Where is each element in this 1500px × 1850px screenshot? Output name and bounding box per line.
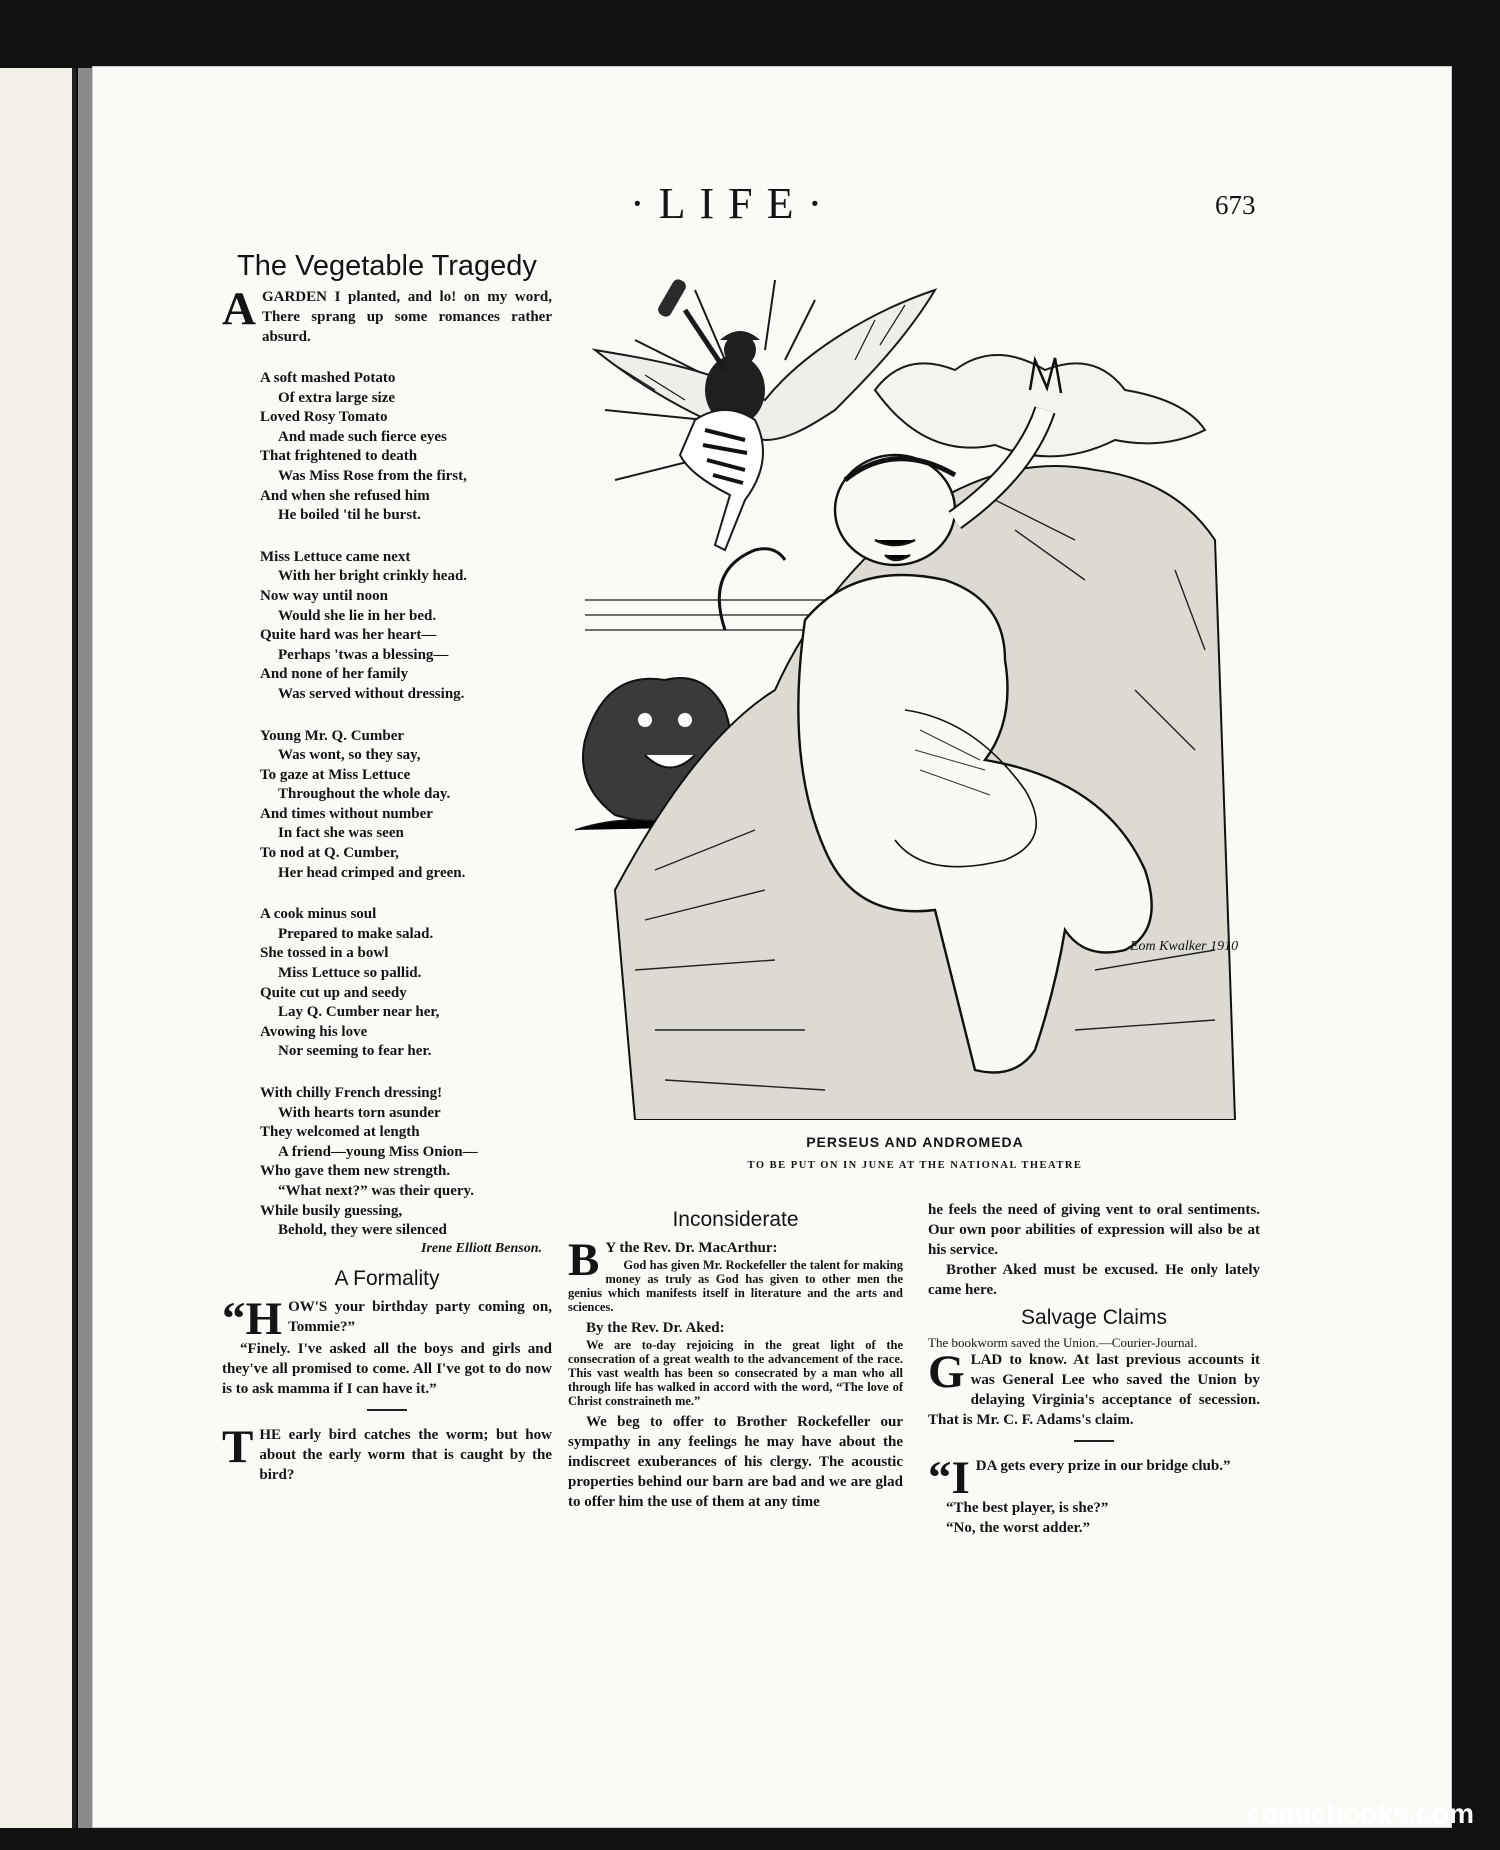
poem-line: And when she refused him bbox=[260, 487, 430, 504]
macarthur-quote: God has given Mr. Rockefeller the talent for making money as truly as God has given to other men the genius which manifests itself in literature and the arts and sciences. bbox=[568, 1258, 903, 1314]
poem-stanza bbox=[260, 369, 552, 526]
masthead: ·LIFE· bbox=[630, 179, 837, 228]
poem-line: With hearts torn asunder bbox=[278, 1104, 441, 1121]
poem-line: A cook minus soul bbox=[260, 906, 377, 923]
poem-line: She tossed in a bowl bbox=[260, 945, 389, 962]
poem-line: While busily guessing, bbox=[260, 1202, 403, 1219]
poem-stanza bbox=[260, 1084, 552, 1241]
page-gutter bbox=[78, 68, 92, 1828]
poem-title: The Vegetable Tragedy bbox=[237, 250, 537, 282]
inconsiderate-continued: he feels the need of giving vent to oral sentiments. Our own poor abilities of expression will also be at his service. bbox=[928, 1202, 1260, 1258]
poem-line: Who gave them new strength. bbox=[260, 1163, 451, 1180]
divider bbox=[367, 1409, 407, 1411]
poem-line: With her bright crinkly head. bbox=[278, 568, 468, 585]
poem-line: Behold, they were silenced bbox=[278, 1222, 447, 1239]
poem-line: With chilly French dressing! bbox=[260, 1085, 443, 1101]
dropcap: G bbox=[928, 1346, 965, 1398]
poem-line: Was served without dressing. bbox=[278, 685, 465, 702]
formality-line1-text: OW'S your birthday party coming on, Tommie?” bbox=[288, 1298, 552, 1335]
poem-line: And times without number bbox=[260, 805, 433, 822]
dropcap: “H bbox=[222, 1292, 283, 1345]
poem-line: A friend—young Miss Onion— bbox=[278, 1143, 478, 1160]
poem-line: Of extra large size bbox=[278, 389, 396, 406]
poem-line: Miss Lettuce so pallid. bbox=[278, 965, 422, 982]
salvage-text-body: LAD to know. At last previous accounts it was General Lee who saved the Union by delaying Virginia's acceptance of secession. That is Mr. C. F. Adams's claim. bbox=[928, 1352, 1260, 1428]
divider bbox=[1074, 1440, 1114, 1442]
salvage-epigraph: The bookworm saved the Union.—Courier-Journal. bbox=[928, 1335, 1198, 1350]
poem-line: Was wont, so they say, bbox=[278, 747, 421, 764]
page-number: 673 bbox=[1215, 190, 1256, 220]
poem-line: In fact she was seen bbox=[278, 825, 404, 842]
poem-stanzas bbox=[222, 369, 552, 1241]
poem-line: To gaze at Miss Lettuce bbox=[260, 766, 411, 783]
salvage-title: Salvage Claims bbox=[1021, 1306, 1167, 1329]
inconsiderate-para3: We beg to offer to Brother Rockefeller our sympathy in any feelings he may have about the indiscreet exuberances of his clergy. The acoustic properties behind our barn are bad and we are glad to offer him the use of them at any time bbox=[568, 1414, 903, 1510]
poem-line: That frightened to death bbox=[260, 448, 418, 465]
previous-page-edge bbox=[0, 68, 76, 1828]
poem-line: Loved Rosy Tomato bbox=[260, 409, 388, 426]
poem-line: Perhaps 'twas a blessing— bbox=[278, 646, 449, 663]
poem-line: Quite hard was her heart— bbox=[260, 627, 437, 644]
left-column bbox=[222, 250, 552, 1485]
ida-line3: “No, the worst adder.” bbox=[946, 1520, 1091, 1536]
formality-title: A Formality bbox=[334, 1266, 440, 1290]
poem-line: To nod at Q. Cumber, bbox=[260, 845, 399, 862]
illustration-caption: PERSEUS AND ANDROMEDA bbox=[806, 1134, 1024, 1150]
poem-line: And made such fierce eyes bbox=[278, 428, 447, 445]
poem-intro bbox=[222, 283, 552, 347]
poem-line: Her head crimped and green. bbox=[278, 864, 466, 881]
poem-line: Lay Q. Cumber near her, bbox=[278, 1004, 440, 1021]
dropcap: B bbox=[568, 1234, 600, 1286]
early-bird bbox=[222, 1420, 552, 1485]
poem-line: He boiled 'til he burst. bbox=[278, 507, 421, 524]
dropcap: T bbox=[222, 1420, 254, 1473]
ida-line1 bbox=[928, 1452, 1260, 1504]
poem-line: And none of her family bbox=[260, 666, 409, 683]
poem-author: Irene Elliott Benson. bbox=[421, 1240, 542, 1256]
artist-signature: Eom Kwalker 1910 bbox=[1130, 939, 1239, 954]
ida-line2: “The best player, is she?” bbox=[946, 1500, 1109, 1516]
inconsiderate-para4: Brother Aked must be excused. He only lately came here. bbox=[928, 1262, 1260, 1298]
poem-line: Was Miss Rose from the first, bbox=[278, 467, 467, 484]
inconsiderate-lead-text: Y the Rev. Dr. MacArthur: bbox=[605, 1240, 778, 1256]
perseus-andromeda-cartoon bbox=[575, 270, 1265, 1120]
right-column bbox=[928, 1200, 1260, 1538]
poem-line: Young Mr. Q. Cumber bbox=[260, 727, 405, 744]
illustration-subcaption: TO BE PUT ON IN JUNE AT THE NATIONAL THEATRE bbox=[747, 1160, 1083, 1171]
poem-line: Throughout the whole day. bbox=[278, 786, 451, 803]
poem-line: A soft mashed Potato bbox=[260, 370, 396, 386]
formality-para2: “Finely. I've asked all the boys and girls and they've all promised to come. All I've got to do now is to ask mamma if I can have it.” bbox=[222, 1340, 552, 1397]
poem-line: Quite cut up and seedy bbox=[260, 984, 407, 1001]
ida-line1-text: DA gets every prize in our bridge club.” bbox=[975, 1458, 1231, 1474]
poem-stanza bbox=[260, 905, 552, 1062]
watermark: comicbooks.com bbox=[1245, 1798, 1474, 1829]
poem-line: “What next?” was their query. bbox=[278, 1182, 474, 1199]
early-bird-text: HE early bird catches the worm; but how about the early worm that is caught by the bird? bbox=[259, 1426, 552, 1483]
salvage-text bbox=[928, 1346, 1260, 1430]
poem-stanza bbox=[260, 548, 552, 705]
poem-line: Would she lie in her bed. bbox=[278, 607, 437, 624]
poem-line: Nor seeming to fear her. bbox=[278, 1043, 432, 1060]
poem-stanza bbox=[260, 727, 552, 884]
poem-intro-text: GARDEN I planted, and lo! on my word, There sprang up some romances rather absurd. bbox=[261, 289, 552, 345]
poem-line: Avowing his love bbox=[260, 1023, 368, 1040]
formality-line1 bbox=[222, 1292, 552, 1345]
poem-line: Prepared to make salad. bbox=[278, 925, 434, 942]
aked-lead: By the Rev. Dr. Aked: bbox=[586, 1320, 725, 1336]
middle-column bbox=[568, 1208, 903, 1512]
inconsiderate-title: Inconsiderate bbox=[672, 1208, 799, 1231]
poem-line: Now way until noon bbox=[260, 587, 388, 604]
dropcap: A bbox=[222, 283, 256, 335]
dropcap: “I bbox=[928, 1452, 970, 1504]
poem-line: They welcomed at length bbox=[260, 1124, 420, 1141]
poem-line: Miss Lettuce came next bbox=[260, 548, 411, 565]
aked-quote: We are to-day rejoicing in the great light of the consecration of a great wealth to the advancement of the race. This vast wealth has been so consecrated by a man who all through life has walked in accord with the word, “The love of Christ constraineth me.” bbox=[568, 1338, 903, 1408]
